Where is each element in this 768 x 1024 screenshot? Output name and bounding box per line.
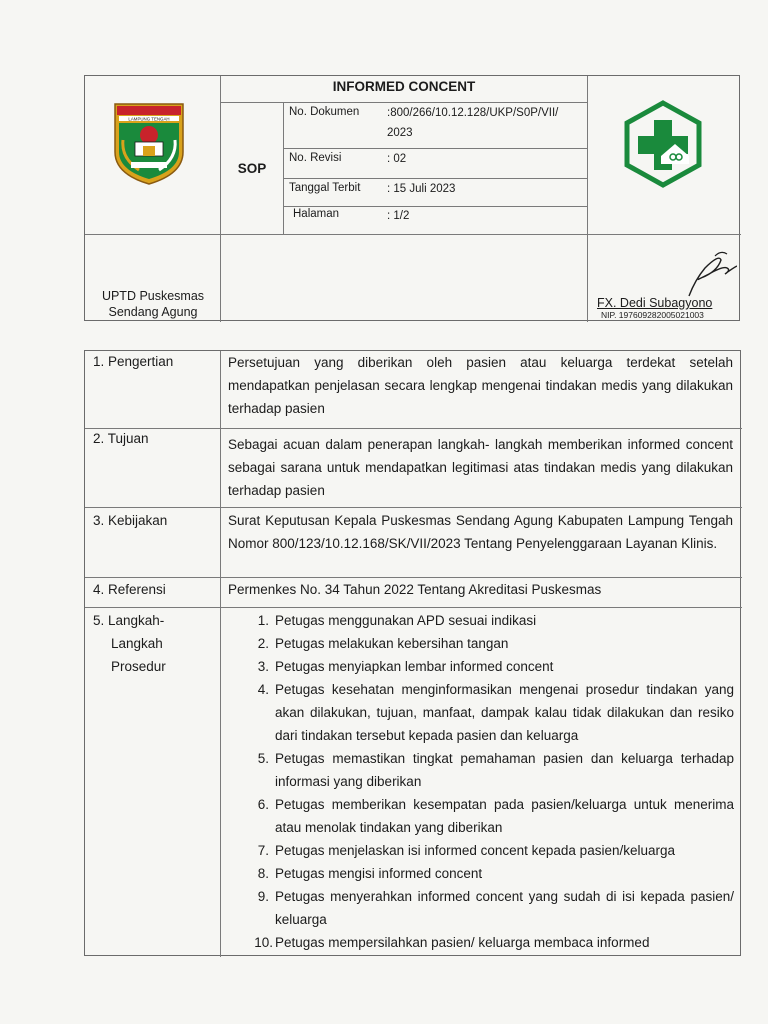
procedure-steps-list	[228, 609, 734, 954]
document-title: INFORMED CONCENT	[332, 79, 476, 94]
document-type: SOP	[237, 160, 267, 176]
list-item	[228, 839, 734, 862]
list-item	[228, 747, 734, 793]
section-label-line: 5. Langkah-	[93, 613, 165, 628]
list-item	[228, 793, 734, 839]
step-number: 10.	[254, 935, 273, 950]
step-text: Petugas mempersilahkan pasien/ keluarga membaca informed	[275, 935, 650, 950]
meta-row-revision	[283, 148, 587, 178]
step-number: 6.	[257, 797, 269, 812]
step-text: Petugas menjelaskan isi informed concent kepada pasien/keluarga	[275, 843, 675, 858]
step-text: Petugas mengisi informed concent	[275, 866, 483, 881]
list-item	[228, 609, 734, 632]
unit-name-line: UPTD Puskesmas	[101, 289, 205, 303]
step-number: 9.	[257, 889, 269, 904]
section-label-pengertian: 1. Pengertian	[93, 354, 174, 369]
meta-value: : 15 Juli 2023	[387, 183, 456, 195]
section-text-tujuan: Sebagai acuan dalam penerapan langkah- langkah memberikan informed concent sebagai sarana untuk mendapatkan legitimasi atas tindakan medis yang dilakukan terhadap pasien	[228, 437, 733, 498]
step-number: 3.	[257, 659, 269, 674]
emblem-text: LAMPUNG TENGAH	[128, 116, 170, 122]
unit-name	[85, 288, 221, 320]
step-text: Petugas memastikan tingkat pemahaman pasien dan keluarga terhadap informasi yang diberikan	[275, 751, 734, 789]
list-item	[228, 885, 734, 931]
grid-line	[85, 507, 742, 508]
unit-name-line: Sendang Agung	[108, 305, 198, 319]
section-text-kebijakan: Surat Keputusan Kepala Puskesmas Sendang Agung Kabupaten Lampung Tengah Nomor 800/123/10.12.168/SK/VII/2023 Tentang Penyelenggaraan Layanan Klinis.	[228, 513, 733, 551]
meta-value: : 1/2	[387, 210, 410, 222]
grid-line	[85, 234, 741, 235]
list-item	[228, 862, 734, 885]
signatory-nip: NIP. 197609282005021003	[601, 310, 704, 320]
meta-row-document-number	[283, 102, 587, 148]
signatory-name: FX. Dedi Subagyono	[597, 296, 713, 310]
step-number: 1.	[257, 613, 269, 628]
meta-row-issue-date	[283, 178, 587, 206]
section-text-referensi: Permenkes No. 34 Tahun 2022 Tentang Akreditasi Puskesmas	[228, 582, 602, 597]
meta-label: Tanggal Terbit	[289, 182, 361, 194]
step-text: Petugas menyerahkan informed concent yang sudah di isi kepada pasien/ keluarga	[275, 889, 734, 927]
step-number: 8.	[257, 866, 269, 881]
meta-value: : 02	[387, 153, 407, 165]
step-text: Petugas menggunakan APD sesuai indikasi	[275, 613, 537, 628]
step-text: Petugas menyiapkan lembar informed concent	[275, 659, 554, 674]
section-label-prosedur	[93, 609, 166, 678]
lampung-tengah-emblem-icon	[109, 100, 189, 186]
grid-line	[85, 607, 742, 608]
list-item	[228, 632, 734, 655]
list-item	[228, 678, 734, 747]
sop-content-table	[84, 350, 741, 956]
meta-value: :800/266/10.12.128/UKP/S0P/VII/ 2023	[387, 107, 559, 139]
section-label-referensi: 4. Referensi	[93, 582, 166, 597]
section-label-line: Prosedur	[111, 659, 166, 674]
section-label-tujuan: 2. Tujuan	[93, 431, 149, 446]
section-label-line: Langkah	[111, 636, 163, 651]
step-number: 5.	[257, 751, 269, 766]
puskesmas-logo-icon	[619, 100, 707, 188]
grid-line	[587, 76, 588, 322]
step-number: 4.	[257, 682, 269, 697]
section-text-pengertian: Persetujuan yang diberikan oleh pasien atau keluarga terdekat setelah mendapatkan penjelasan secara lengkap mengenai tindakan medis yang dilakukan terhadap pasien	[228, 355, 733, 416]
sop-header-table	[84, 75, 740, 321]
meta-row-page	[283, 206, 587, 234]
step-number: 2.	[257, 636, 269, 651]
list-item	[228, 655, 734, 678]
grid-line	[85, 428, 742, 429]
meta-label: Halaman	[293, 208, 340, 220]
signature-icon	[597, 244, 737, 300]
step-number: 7.	[257, 843, 269, 858]
list-item	[228, 931, 734, 954]
meta-label: No. Revisi	[289, 152, 342, 164]
step-text: Petugas kesehatan menginformasikan mengenai prosedur tindakan yang akan dilakukan, tujuan, manfaat, dampak kalau tidak dilakukan dan resiko dari tindakan tersebut kepada pasien dan keluarga	[275, 682, 734, 743]
step-text: Petugas memberikan kesempatan pada pasien/keluarga untuk menerima atau menolak tindakan yang diberikan	[275, 797, 734, 835]
section-label-kebijakan: 3. Kebijakan	[93, 513, 168, 528]
step-text: Petugas melakukan kebersihan tangan	[275, 636, 509, 651]
meta-label: No. Dokumen	[289, 106, 360, 118]
grid-line	[220, 351, 221, 957]
